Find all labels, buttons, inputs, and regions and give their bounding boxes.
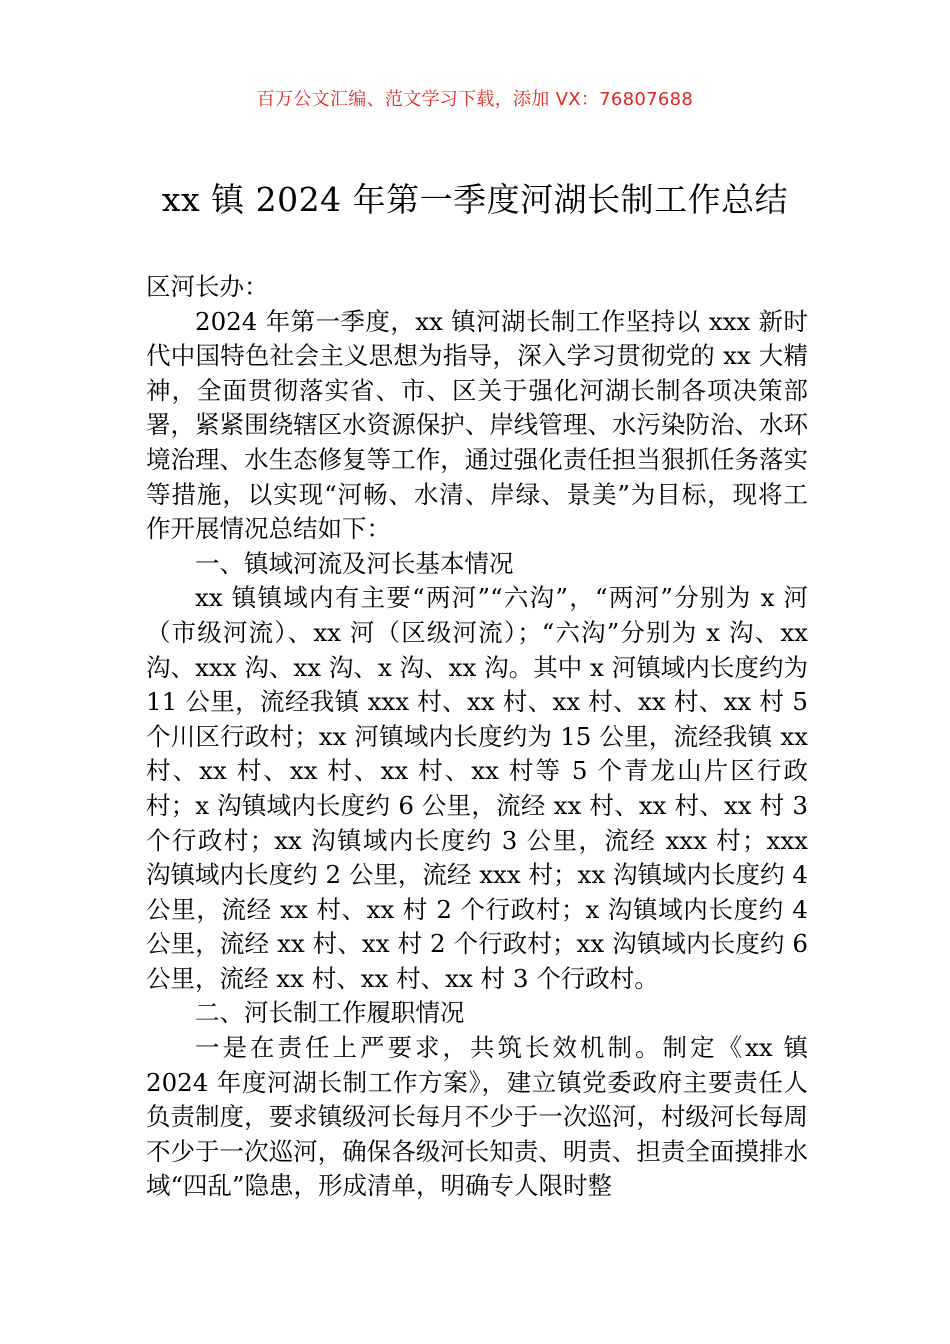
responsibility-paragraph: 一是在责任上严要求，共筑长效机制。制定《xx 镇 2024 年度河湖长制工作方案》，建立镇党委政府主要责任人负责制度，要求镇级河长每月不少于一次巡河，村级河长每周不少于一次巡河，确保各级河长知责、明责、担责全面摸排水域“四乱”隐患，形成清单，明确专人限时整 bbox=[146, 1033, 808, 1201]
intro-paragraph: 2024 年第一季度，xx 镇河湖长制工作坚持以 xxx 新时代中国特色社会主义思想为指导，深入学习贯彻党的 xx 大精神，全面贯彻落实省、市、区关于强化河湖长制各项决策部署，紧紧围绕辖区水资源保护、岸线管理、水污染防治、水环境治理、水生态修复等工作，通过强化责任担当狠抓任务落实等措施，以实现“河畅、水清、岸绿、景美”为目标，现将工作开展情况总结如下： bbox=[146, 306, 808, 544]
document-body bbox=[146, 270, 808, 1204]
rivers-paragraph: xx 镇镇域内有主要“两河”“六沟”，“两河”分别为 x 河（市级河流）、xx 河（区级河流）；“六沟”分别为 x 沟、xx 沟、xxx 沟、xx 沟、x 沟、xx 沟。其中 x 河镇域内长度约为 11 公里，流经我镇 xxx 村、xx 村、xx 村、xx 村、xx 村 5 个川区行政村；xx 河镇域内长度约为 15 公里，流经我镇 xx 村、xx 村、xx 村、xx 村、xx 村等 5 个青龙山片区行政村；x 沟镇域内长度约 6 公里，流经 xx 村、xx 村、xx 村 3 个行政村；xx 沟镇域内长度约 3 公里，流经 xxx 村；xxx 沟镇域内长度约 2 公里，流经 xxx 村；xx 沟镇域内长度约 4 公里，流经 xx 村、xx 村 2 个行政村；x 沟镇域内长度约 4 公里，流经 xx 村、xx 村 2 个行政村；xx 沟镇域内长度约 6 公里，流经 xx 村、xx 村、xx 村 3 个行政村。 bbox=[146, 583, 808, 993]
section-heading-1: 一、镇域河流及河长基本情况 bbox=[195, 548, 514, 578]
document-title: xx 镇 2024 年第一季度河湖长制工作总结 bbox=[161, 180, 789, 219]
salutation: 区河长办： bbox=[146, 272, 269, 301]
watermark-banner: 百万公文汇编、范文学习下载，添加 VX：76807688 bbox=[256, 89, 694, 110]
section-heading-2: 二、河长制工作履职情况 bbox=[195, 998, 465, 1028]
